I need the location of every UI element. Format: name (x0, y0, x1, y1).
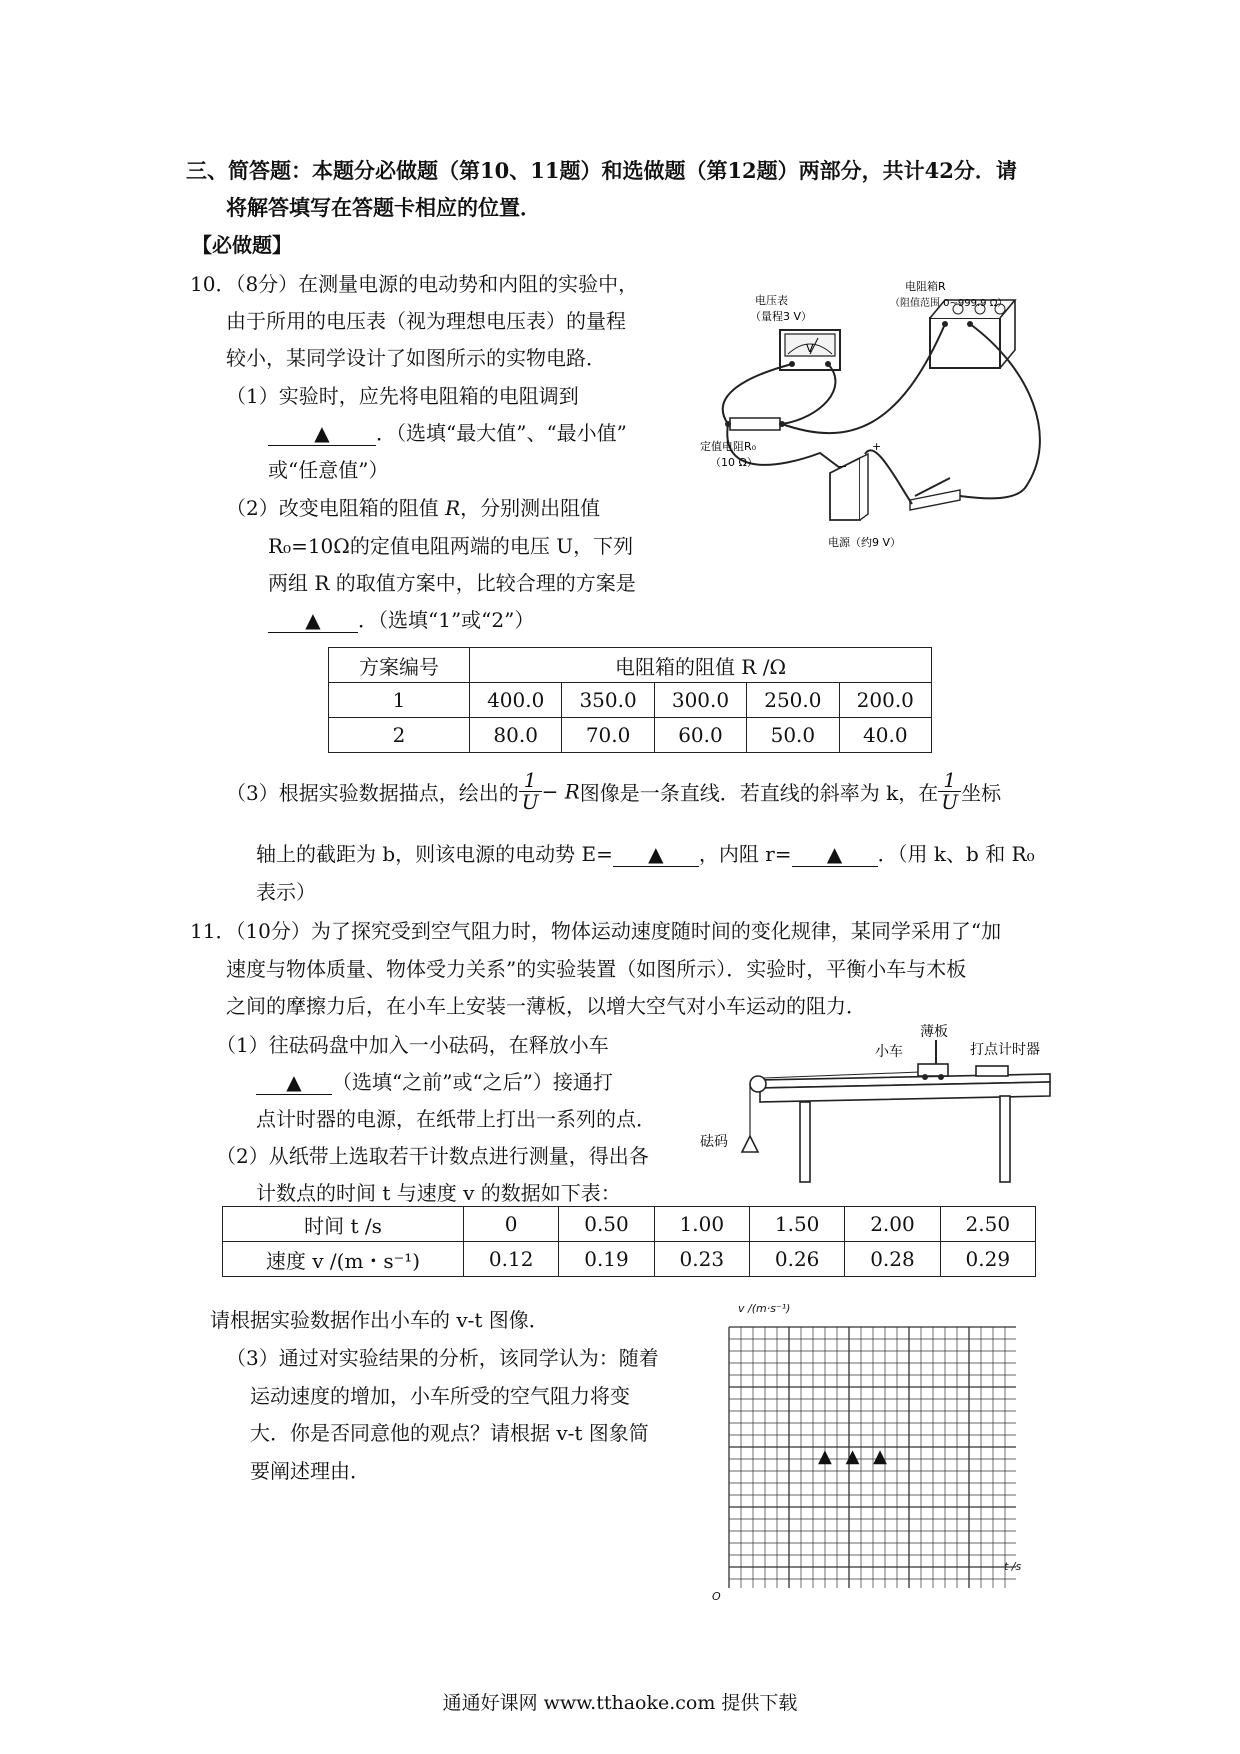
table-row: 2 80.0 70.0 60.0 50.0 40.0 (329, 718, 932, 753)
table-header: 电阻箱的阻值 R /Ω (470, 648, 932, 683)
q10-table (328, 647, 932, 753)
q11-line2: 速度与物体质量、物体受力关系”的实验装置（如图所示）．实验时，平衡小车与木板 (226, 957, 967, 981)
q10-p2-line2: R₀=10Ω的定值电阻两端的电压 U，下列 (268, 534, 634, 558)
q11-p3-line4: 要阐述理由． (250, 1459, 370, 1483)
table-header: 方案编号 (329, 648, 470, 683)
plot-instruction: 请根据实验数据作出小车的 v-t 图像． (210, 1308, 549, 1332)
minus-terminal: − (838, 460, 848, 473)
answer-blank: ▲ (268, 608, 358, 633)
fraction: $\frac{1}{U}$ (519, 770, 542, 813)
grid-x-label: t /s (1004, 1560, 1022, 1573)
q10-p2-line3: 两组 R 的取值方案中，比较合理的方案是 (268, 571, 636, 595)
q10-p2-line4: ▲ ．（选填“1”或“2”） (268, 604, 534, 633)
weight-label: 砝码 (700, 1134, 728, 1150)
q11-p1-line2: ▲ （选填“之前”或“之后”）接通打 (256, 1066, 613, 1095)
section-line1: 三、简答题：本题分必做题（第10、11题）和选做题（第12题）两部分，共计42分．请 (186, 158, 1017, 183)
fixed-resistor-value: （10 Ω） (710, 456, 758, 469)
answer-blank: ▲ (256, 1070, 332, 1095)
answer-blank: ▲ (268, 421, 376, 446)
section-line2: 将解答填写在答题卡相应的位置． (226, 195, 541, 220)
required-label: 【必做题】 (192, 233, 292, 257)
q10-line2: 由于所用的电压表（视为理想电压表）的量程 (226, 309, 626, 333)
q10-line3: 较小，某同学设计了如图所示的实物电路． (226, 346, 606, 370)
q11-p1-line3: 点计时器的电源，在纸带上打出一系列的点． (256, 1107, 656, 1131)
q11-p2-line1: （2）从纸带上选取若干计数点进行测量，得出各 (216, 1144, 649, 1168)
grid-answer-marks: ▲ ▲ ▲ (818, 1446, 891, 1467)
q10-p1-line1: （1）实验时，应先将电阻箱的电阻调到 (226, 384, 579, 408)
grid-origin: O (712, 1590, 721, 1603)
voltmeter-range: （量程3 V） (750, 310, 813, 323)
q10-p3-line2: 轴上的截距为 b，则该电源的电动势 E= ▲ ，内阻 r= ▲ ．（用 k、b 和 R₀ (256, 842, 1035, 866)
cart-label: 小车 (875, 1044, 903, 1060)
q11-p3-line3: 大．你是否同意他的观点？请根据 v-t 图象简 (250, 1421, 649, 1445)
grid-y-label: v /(m·s⁻¹) (738, 1302, 791, 1315)
q10-p1-line3: 或“任意值”） (268, 458, 389, 482)
table-row: 速度 v /(m・s⁻¹) 0.12 0.19 0.23 0.26 0.28 0.29 (223, 1242, 1036, 1277)
q11-p2-line2: 计数点的时间 t 与速度 v 的数据如下表： (256, 1181, 621, 1205)
fixed-resistor-label: 定值电阻R₀ (700, 440, 757, 453)
q10-p1-line2: ▲ ．（选填“最大值”、“最小值” (268, 417, 627, 446)
table-row: 时间 t /s 0 0.50 1.00 1.50 2.00 2.50 (223, 1207, 1036, 1242)
voltmeter-symbol: V (806, 342, 814, 355)
fraction: $\frac{1}{U}$ (938, 770, 961, 813)
plate-label: 薄板 (920, 1024, 948, 1040)
table-row: 1 400.0 350.0 300.0 250.0 200.0 (329, 683, 932, 718)
q10-p2-line1: （2）改变电阻箱的阻值 R，分别测出阻值 (226, 496, 601, 520)
resbox-range: （阻值范围 0~999.9 Ω） (890, 298, 1008, 309)
q10-p3-line1: （3）根据实验数据描点，绘出的 $\frac{1}{U}$ − R图像是一条直线．若直线的斜率为 k，在 $\frac{1}{U}$ 坐标 (226, 768, 1002, 814)
voltmeter-label: 电压表 (755, 294, 788, 307)
q11-p3-line2: 运动速度的增加，小车所受的空气阻力将变 (250, 1384, 630, 1408)
footer-text: 通通好课网 www.tthaoke.com 提供下载 (442, 1692, 798, 1714)
circuit-diagram (700, 278, 1070, 568)
q11-p3-line1: （3）通过对实验结果的分析，该同学认为：随着 (226, 1346, 659, 1370)
apparatus-diagram (700, 1018, 1060, 1188)
q11-line3: 之间的摩擦力后，在小车上安装一薄板，以增大空气对小车运动的阻力． (226, 994, 866, 1018)
q10-p3-line3: 表示） (256, 880, 316, 904)
q10-line1: 10．（8分）在测量电源的电动势和内阻的实验中， (190, 272, 639, 296)
q11-table (222, 1206, 1036, 1277)
source-label: 电源（约9 V） (828, 536, 902, 549)
q11-p1-line1: （1）往砝码盘中加入一小砝码，在释放小车 (216, 1033, 609, 1057)
timer-label: 打点计时器 (970, 1042, 1040, 1058)
resbox-label: 电阻箱R (905, 280, 946, 293)
q11-line1: 11．（10分）为了探究受到空气阻力时，物体运动速度随时间的变化规律，某同学采用了“加 (190, 919, 1002, 943)
plus-terminal: + (872, 440, 882, 453)
